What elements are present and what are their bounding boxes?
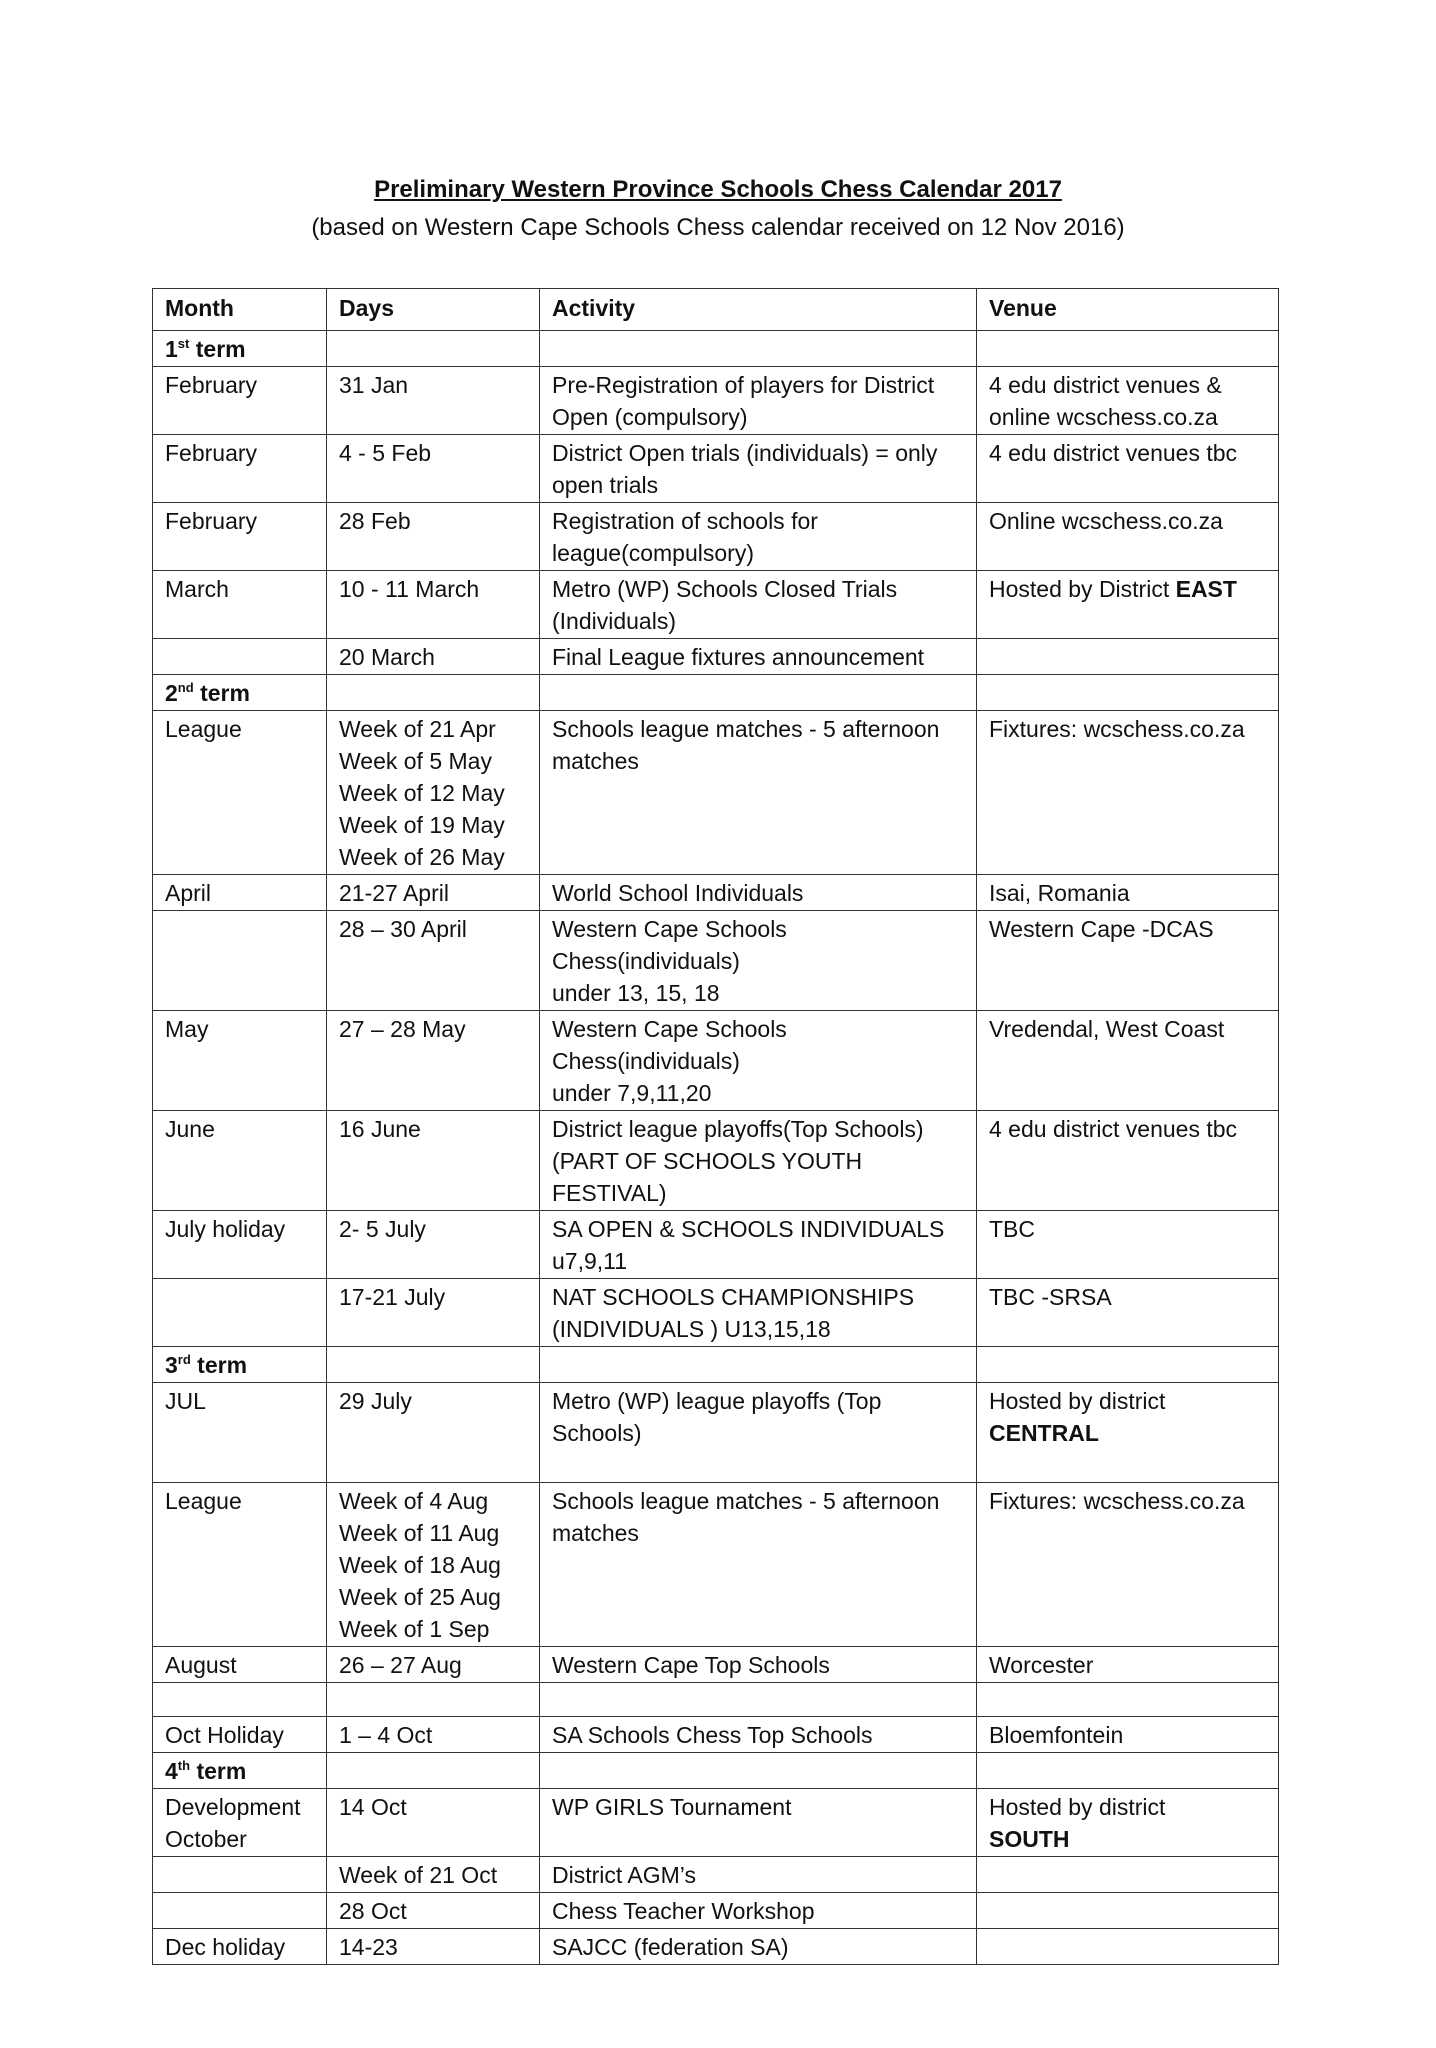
term-row-1: [153, 331, 1279, 367]
venue-cell: Hosted by district SOUTH: [977, 1789, 1279, 1857]
term-label: 2nd term: [153, 675, 327, 711]
days-cell: 27 – 28 May: [327, 1011, 540, 1111]
days-cell: 17-21 July: [327, 1279, 540, 1347]
table-row: [153, 911, 1279, 1011]
activity-cell: SAJCC (federation SA): [540, 1929, 977, 1965]
venue-cell: Isai, Romania: [977, 875, 1279, 911]
table-row: [153, 1279, 1279, 1347]
activity-cell: World School Individuals: [540, 875, 977, 911]
activity-cell: Schools league matches - 5 afternoon matches: [540, 1483, 977, 1647]
table-row: [153, 571, 1279, 639]
activity-cell: Metro (WP) league playoffs (Top Schools): [540, 1383, 977, 1483]
month-cell: August: [153, 1647, 327, 1683]
table-row: [153, 1647, 1279, 1683]
month-cell: May: [153, 1011, 327, 1111]
venue-cell: [977, 1929, 1279, 1965]
month-cell: February: [153, 367, 327, 435]
venue-cell: Fixtures: wcschess.co.za: [977, 711, 1279, 875]
month-cell: League: [153, 1483, 327, 1647]
table-row: [153, 1893, 1279, 1929]
table-row: [153, 1483, 1279, 1647]
month-cell: July holiday: [153, 1211, 327, 1279]
month-cell: Oct Holiday: [153, 1717, 327, 1753]
days-cell: 28 Oct: [327, 1893, 540, 1929]
venue-cell: TBC: [977, 1211, 1279, 1279]
month-cell: [153, 911, 327, 1011]
activity-cell: Chess Teacher Workshop: [540, 1893, 977, 1929]
days-cell: Week of 21 Apr Week of 5 May Week of 12 May Week of 19 May Week of 26 May: [327, 711, 540, 875]
month-cell: June: [153, 1111, 327, 1211]
activity-cell: District league playoffs(Top Schools) (PART OF SCHOOLS YOUTH FESTIVAL): [540, 1111, 977, 1211]
activity-cell: NAT SCHOOLS CHAMPIONSHIPS (INDIVIDUALS ) U13,15,18: [540, 1279, 977, 1347]
days-cell: Week of 21 Oct: [327, 1857, 540, 1893]
venue-cell: [977, 1893, 1279, 1929]
venue-cell: 4 edu district venues & online wcschess.co.za: [977, 367, 1279, 435]
table-row: [153, 875, 1279, 911]
month-cell: February: [153, 503, 327, 571]
days-cell: 29 July: [327, 1383, 540, 1483]
term-row-3: [153, 1347, 1279, 1383]
days-cell: 16 June: [327, 1111, 540, 1211]
table-row: [153, 711, 1279, 875]
table-row: [153, 639, 1279, 675]
page-title: Preliminary Western Province Schools Chess Calendar 2017: [374, 176, 1062, 203]
venue-cell: [977, 639, 1279, 675]
term-label: 1st term: [153, 331, 327, 367]
month-cell: [153, 1857, 327, 1893]
page-subtitle: (based on Western Cape Schools Chess calendar received on 12 Nov 2016): [311, 214, 1125, 241]
table-row: [153, 367, 1279, 435]
activity-cell: District Open trials (individuals) = only open trials: [540, 435, 977, 503]
month-cell: [153, 639, 327, 675]
venue-cell: Hosted by District EAST: [977, 571, 1279, 639]
venue-cell: Fixtures: wcschess.co.za: [977, 1483, 1279, 1647]
month-cell: League: [153, 711, 327, 875]
header-days: Days: [327, 289, 540, 331]
days-cell: 28 Feb: [327, 503, 540, 571]
activity-cell: Western Cape Schools Chess(individuals) under 13, 15, 18: [540, 911, 977, 1011]
header-venue: Venue: [977, 289, 1279, 331]
month-cell: April: [153, 875, 327, 911]
activity-cell: Western Cape Top Schools: [540, 1647, 977, 1683]
activity-cell: Registration of schools for league(compulsory): [540, 503, 977, 571]
table-row: [153, 1011, 1279, 1111]
venue-cell: [977, 1857, 1279, 1893]
venue-cell: Bloemfontein: [977, 1717, 1279, 1753]
venue-cell: TBC -SRSA: [977, 1279, 1279, 1347]
days-cell: 20 March: [327, 639, 540, 675]
days-cell: 21-27 April: [327, 875, 540, 911]
table-row: [153, 1857, 1279, 1893]
term-label: 3rd term: [153, 1347, 327, 1383]
table-row: [153, 1211, 1279, 1279]
term-row-2: [153, 675, 1279, 711]
header-month: Month: [153, 289, 327, 331]
month-cell: March: [153, 571, 327, 639]
activity-cell: SA OPEN & SCHOOLS INDIVIDUALS u7,9,11: [540, 1211, 977, 1279]
header-row: [153, 289, 1279, 331]
days-cell: 28 – 30 April: [327, 911, 540, 1011]
activity-cell: District AGM’s: [540, 1857, 977, 1893]
table-row: [153, 1383, 1279, 1483]
table-row: [153, 1111, 1279, 1211]
days-cell: 31 Jan: [327, 367, 540, 435]
activity-cell: Western Cape Schools Chess(individuals) under 7,9,11,20: [540, 1011, 977, 1111]
days-cell: 14 Oct: [327, 1789, 540, 1857]
days-cell: 10 - 11 March: [327, 571, 540, 639]
days-cell: 14-23: [327, 1929, 540, 1965]
term-label: 4th term: [153, 1753, 327, 1789]
month-cell: Development October: [153, 1789, 327, 1857]
activity-cell: Metro (WP) Schools Closed Trials (Individuals): [540, 571, 977, 639]
activity-cell: SA Schools Chess Top Schools: [540, 1717, 977, 1753]
term-row-4: [153, 1753, 1279, 1789]
days-cell: 26 – 27 Aug: [327, 1647, 540, 1683]
venue-cell: Hosted by district CENTRAL: [977, 1383, 1279, 1483]
calendar-table: [152, 288, 1279, 1965]
month-cell: JUL: [153, 1383, 327, 1483]
table-row: [153, 1929, 1279, 1965]
table-row: [153, 1789, 1279, 1857]
month-cell: [153, 1279, 327, 1347]
venue-cell: Western Cape -DCAS: [977, 911, 1279, 1011]
table-row: [153, 435, 1279, 503]
days-cell: 1 – 4 Oct: [327, 1717, 540, 1753]
header-activity: Activity: [540, 289, 977, 331]
venue-cell: Online wcschess.co.za: [977, 503, 1279, 571]
activity-cell: WP GIRLS Tournament: [540, 1789, 977, 1857]
activity-cell: Schools league matches - 5 afternoon matches: [540, 711, 977, 875]
month-cell: [153, 1893, 327, 1929]
days-cell: 2- 5 July: [327, 1211, 540, 1279]
days-cell: 4 - 5 Feb: [327, 435, 540, 503]
month-cell: Dec holiday: [153, 1929, 327, 1965]
venue-cell: Worcester: [977, 1647, 1279, 1683]
month-cell: February: [153, 435, 327, 503]
activity-cell: Pre-Registration of players for District Open (compulsory): [540, 367, 977, 435]
blank-row: [153, 1683, 1279, 1717]
venue-cell: 4 edu district venues tbc: [977, 435, 1279, 503]
days-cell: Week of 4 Aug Week of 11 Aug Week of 18 Aug Week of 25 Aug Week of 1 Sep: [327, 1483, 540, 1647]
activity-cell: Final League fixtures announcement: [540, 639, 977, 675]
venue-cell: 4 edu district venues tbc: [977, 1111, 1279, 1211]
table-row: [153, 503, 1279, 571]
table-row: [153, 1717, 1279, 1753]
venue-cell: Vredendal, West Coast: [977, 1011, 1279, 1111]
